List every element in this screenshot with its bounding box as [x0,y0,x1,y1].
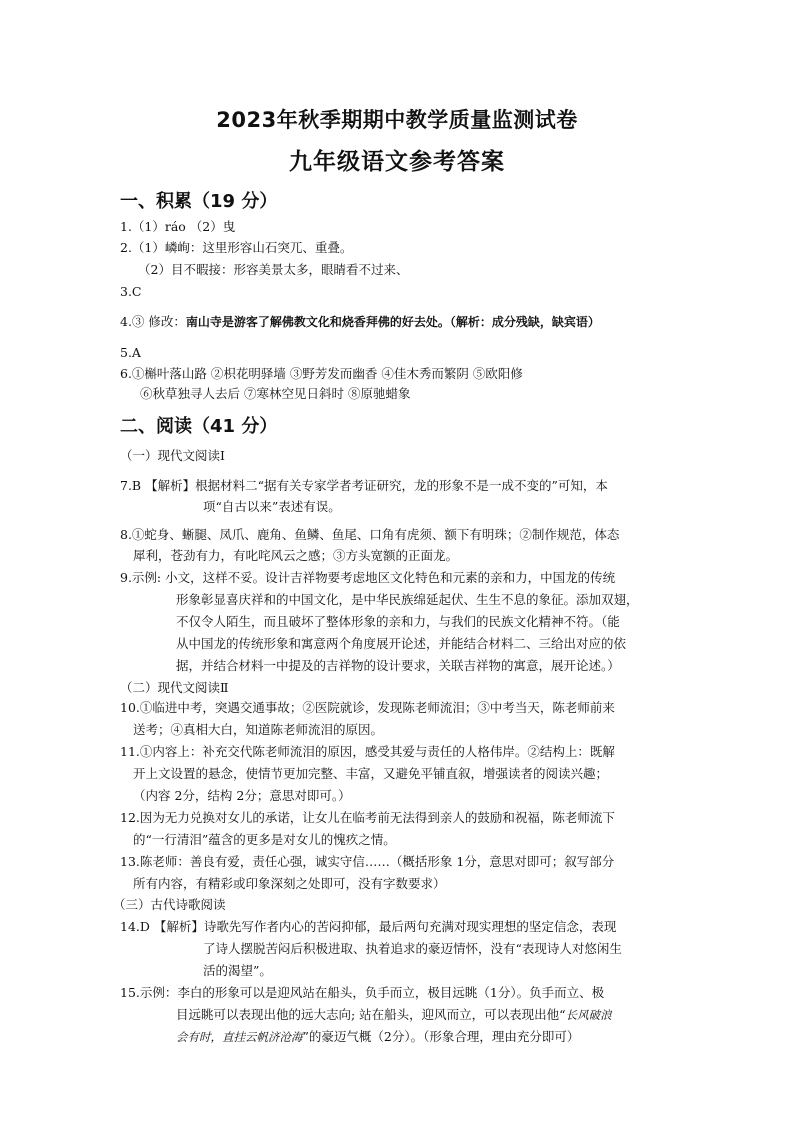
answer-line: 11.①内容上：补充交代陈老师流泪的原因，感受其爱与责任的人格伟岸。②结构上：既解 [120,744,615,759]
subsection-heading: （一）现代文阅读Ⅰ [120,448,225,463]
q15-text: ”的豪迈气概（2分）。（形象合理，理由充分即可） [302,1029,580,1044]
answer-line: 了诗人摆脱苦闷后积极进取、执着追求的豪迈情怀，没有“表现诗人对悠闲生 [203,941,622,956]
document-subtitle: 九年级语文参考答案 [289,149,505,175]
answer-line: 15.示例：李白的形象可以是迎风站在船头，负手而立，极目远眺（1分）。负手而立、极 [120,985,605,1000]
answer-line: 不仅令人陌生，而且破坏了整体形象的亲和力，与我们的民族文化精神不符。（能 [176,614,620,629]
answer-line: 5.A [120,345,141,360]
answer-line [176,1029,579,1045]
answer-line: 9.示例: 小文，这样不妥。设计吉祥物要考虑地区文化特色和元素的亲和力，中国龙的传统 [120,570,616,585]
q15-quote: 长风破浪 [565,1008,612,1022]
answer-line: （内容 2分，结构 2分；意思对即可。） [133,788,351,803]
subsection-heading: （三）古代诗歌阅读 [113,897,226,912]
answer-line: 1.（1）ráo （2）曳 [120,219,236,234]
answer-line: 10.①临进中考，突遇交通事故；②医院就诊，发现陈老师流泪；③中考当天，陈老师前来 [120,700,615,715]
answer-line: 3.C [120,284,142,299]
answer-line: 据，并结合材料一中提及的吉祥物的设计要求，关联吉祥物的寓意，展开论述。） [176,658,620,673]
answer-line: ⑥秋草独寻人去后 ⑦寒林空见日斜时 ⑧原驰蜡象 [140,386,411,401]
answer-line: 13.陈老师：善良有爱，责任心强，诚实守信……（概括形象 1分，意思对即可；叙写部分 [120,854,615,869]
answer-line: 所有内容，有精彩或印象深刻之处即可，没有字数要求） [133,876,446,891]
document-title: 2023年秋季期期中教学质量监测试卷 [216,108,578,132]
answer-line: 8.①蛇身、蜥腿、凤爪、鹿角、鱼鳞、鱼尾、口角有虎须、额下有明珠；②制作规范，体态 [120,527,620,542]
answer-line: 6.①槲叶落山路 ②枳花明驿墙 ③野芳发而幽香 ④佳木秀而繁阴 ⑤欧阳修 [120,366,523,381]
q15-text: 目远眺可以表现出他的远大志向; 站在船头，迎风而立，可以表现出他“ [176,1007,566,1022]
q4-correction: 南山寺是游客了解佛教文化和烧香拜佛的好去处。（解析：成分残缺，缺宾语） [185,315,600,329]
answer-line: 项“自古以来”表述有误。 [203,499,341,514]
answer-line: 7.B 【解析】根据材料二“据有关专家学者考证研究，龙的形象不是一成不变的”可知，本 [120,478,608,493]
answer-line: 形象彰显喜庆祥和的中国文化，是中华民族绵延起伏、生生不息的象征。添加双翅， [176,592,639,607]
q4-label: 4.③ 修改： [120,314,186,329]
answer-line: 2.（1）嶙峋：这里形容山石突兀、重叠。 [120,240,353,255]
answer-line: 活的渴望”。 [203,963,272,978]
subsection-heading: （二）现代文阅读Ⅱ [120,680,229,695]
answer-line: 送考；④真相大白，知道陈老师流泪的原因。 [133,722,384,737]
answer-line: 开上文设置的悬念，使情节更加完整、丰富，又避免平铺直叙，增强读者的阅读兴趣； [133,766,609,781]
answer-line: 从中国龙的传统形象和寓意两个角度展开论述，并能结合材料二、三给出对应的依 [176,636,627,651]
answer-line: 的“一行清泪”蕴含的更多是对女儿的愧疚之情。 [133,832,396,847]
answer-line: 12.因为无力兑换对女儿的承诺，让女儿在临考前无法得到亲人的鼓励和祝福，陈老师流下 [120,810,615,825]
answer-line: （2）目不暇接：形容美景太多，眼睛看不过来、 [138,262,409,277]
answer-line-q4 [120,314,600,330]
answer-line [176,1007,612,1023]
answer-line: 犀利，苍劲有力，有叱咤风云之感；③方头宽额的正面龙。 [133,548,459,563]
section-heading-reading: 二、阅读（41 分） [120,416,278,437]
section-heading-accumulation: 一、积累（19 分） [120,191,278,212]
q15-quote: 会有时，直挂云帆济沧海 [176,1030,303,1044]
answer-line: 14.D 【解析】诗歌先写作者内心的苦闷抑郁，最后两句充满对现实理想的坚定信念，表现 [120,919,617,934]
